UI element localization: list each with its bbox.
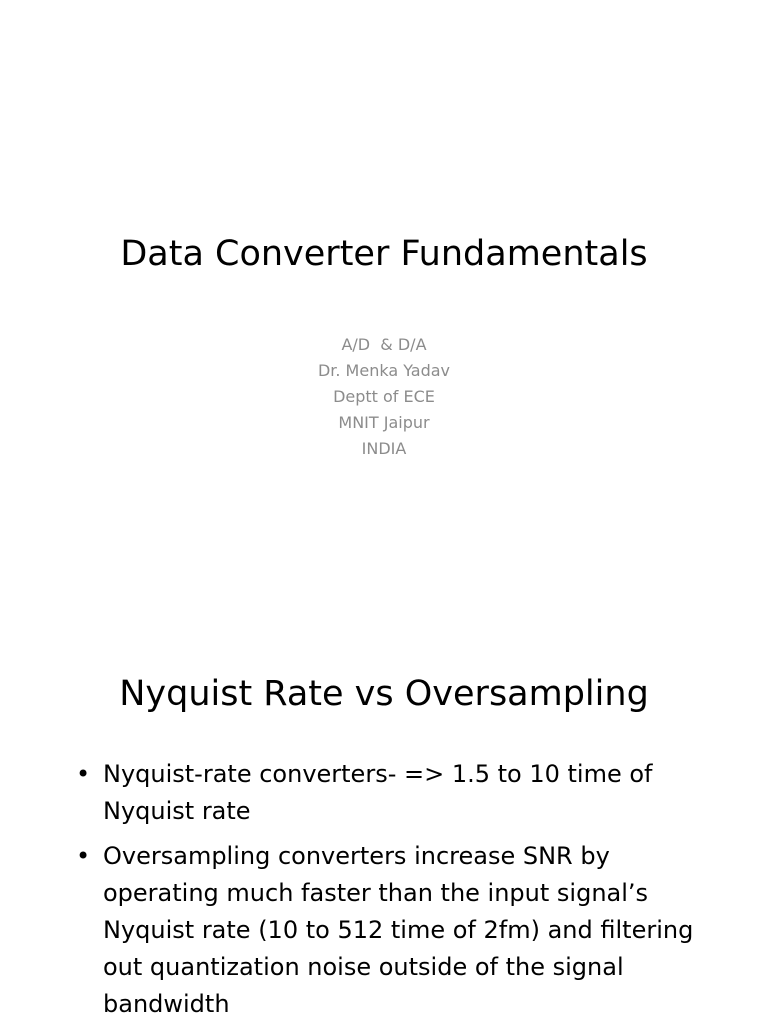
- subtitle-institute: MNIT Jaipur: [338, 413, 430, 432]
- bullet-text: Nyquist-rate converters- => 1.5 to 10 time of Nyquist rate: [103, 760, 653, 825]
- bullet-text: Oversampling converters increase SNR by operating much faster than the input signal’s Nyquist rate (10 to 512 time of 2fm) and filtering out quantization noise outside of the signal bandwidth: [103, 842, 694, 1018]
- bullet-item-nyquist-rate: [76, 756, 696, 830]
- slide-subtitle: [0, 332, 768, 462]
- subtitle-department: Deptt of ECE: [333, 387, 435, 406]
- bullet-item-oversampling: [76, 838, 696, 1023]
- slide-nyquist: [0, 576, 768, 1024]
- bullet-icon: •: [76, 842, 91, 870]
- subtitle-line: A/D & D/A: [341, 335, 427, 354]
- subtitle-country: INDIA: [361, 439, 407, 458]
- slide-nyquist-heading: Nyquist Rate vs Oversampling: [119, 674, 649, 714]
- slide-title-heading: Data Converter Fundamentals: [120, 234, 648, 274]
- subtitle-author: Dr. Menka Yadav: [317, 361, 451, 380]
- bullet-icon: •: [76, 760, 91, 788]
- bullet-list: [76, 756, 696, 1031]
